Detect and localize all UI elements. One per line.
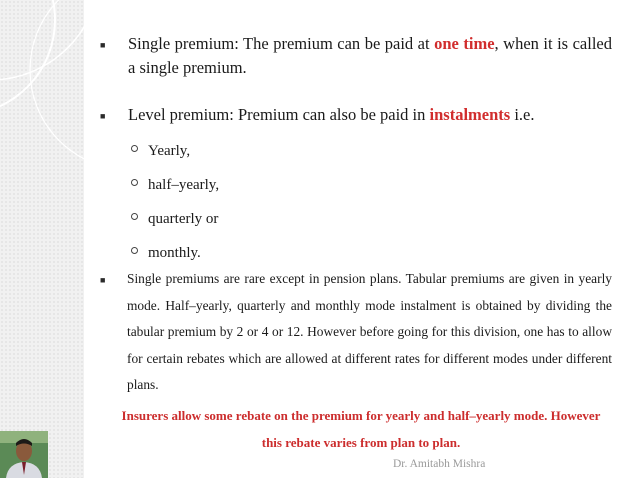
- sub-bullet-monthly: monthly.: [131, 243, 201, 263]
- ring-bullet-icon: [131, 247, 138, 254]
- avatar: [0, 431, 48, 478]
- bullet-tabular-premiums: [100, 266, 612, 399]
- bullet-text: Level premium: Premium can also be paid in instalments i.e.: [128, 105, 535, 124]
- square-bullet-icon: ■: [100, 40, 106, 50]
- square-bullet-icon: ■: [100, 275, 106, 285]
- sub-bullet-half-yearly: half–yearly,: [131, 175, 219, 195]
- highlight-term: instalments: [429, 105, 511, 124]
- slide-content: [84, 0, 638, 478]
- sub-bullet-quarterly: quarterly or: [131, 209, 218, 229]
- bullet-text: Single premium: The premium can be paid at one time, when it is called a single premium.: [128, 34, 612, 77]
- sub-bullet-yearly: Yearly,: [131, 141, 190, 161]
- decorative-sidebar: [0, 0, 84, 478]
- ring-bullet-icon: [131, 213, 138, 220]
- highlight-term: one time: [434, 34, 495, 53]
- bullet-single-premium: [100, 32, 612, 80]
- decorative-arcs: [0, 0, 84, 478]
- square-bullet-icon: ■: [100, 111, 106, 121]
- footer-author: Dr. Amitabh Mishra: [393, 458, 486, 470]
- presenter-photo: [0, 431, 48, 478]
- paragraph-text: Single premiums are rare except in pension plans. Tabular premiums are given in yearly mode. Half–yearly, quarterly and monthly mode instalment is obtained by dividing the tabular premium by 2 or 4 or 12. However before going for this division, one has to allow for certain rebates which are allowed at different rates for different modes under different plans.: [127, 271, 612, 392]
- ring-bullet-icon: [131, 145, 138, 152]
- ring-bullet-icon: [131, 179, 138, 186]
- rebate-note: Insurers allow some rebate on the premium for yearly and half–yearly mode. However this rebate varies from plan to plan.: [121, 408, 601, 450]
- bullet-level-premium: [100, 103, 612, 127]
